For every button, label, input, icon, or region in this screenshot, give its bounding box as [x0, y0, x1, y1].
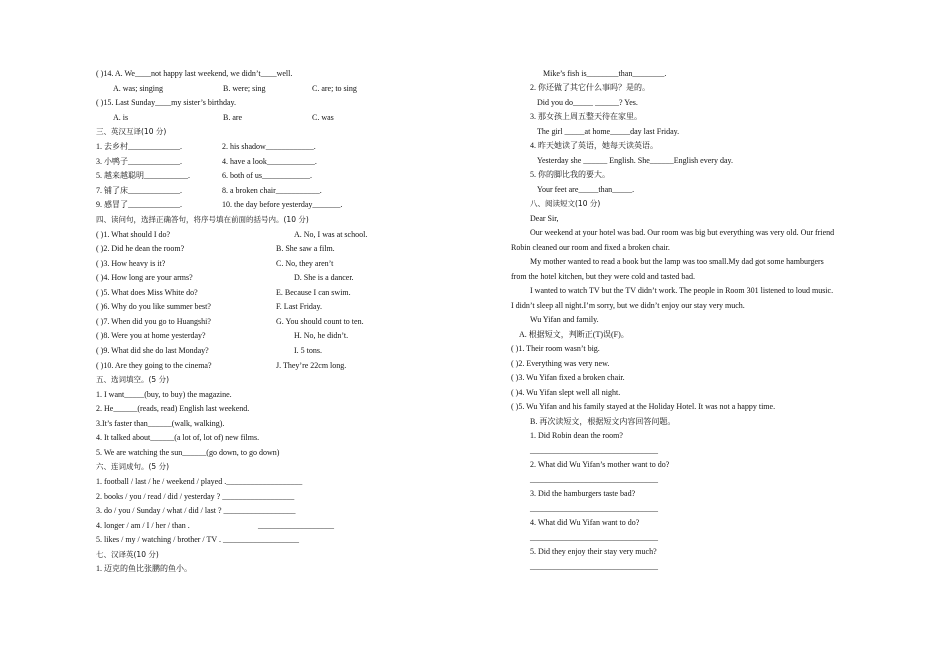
letter-paragraph: Robin cleaned our room and fixed a broken chair. [511, 243, 670, 252]
question-14-option-a: A. was; singing [113, 84, 163, 93]
question-14-option-c: C. are; to sing [312, 84, 357, 93]
section-5-title: 五、选词填空。(5 分) [96, 375, 170, 384]
part-a-title: A. 根据短文，判断正(T)误(F)。 [519, 330, 629, 339]
translation-item: 5. 越来越聪明___________. [96, 171, 190, 180]
section-8-title: 八、阅读短文(10 分) [530, 199, 601, 208]
true-false-item: ( )3. Wu Yifan fixed a broken chair. [511, 373, 625, 382]
reading-question: 2. What did Wu Yifan’s mother want to do? [530, 460, 670, 469]
match-question: ( )4. How long are your arms? [96, 273, 193, 282]
translate-item: 2. 你还做了其它什么事吗？是的。 [530, 83, 650, 92]
translate-item: 3. 那女孩上周五整天待在家里。 [530, 112, 642, 121]
match-answer: A. No, I was at school. [294, 230, 368, 239]
letter-paragraph: Our weekend at your hotel was bad. Our room was big but everything was very old. Our friend [530, 228, 835, 237]
fill-item: 1. I want_____(buy, to buy) the magazine. [96, 390, 232, 399]
true-false-item: ( )1. Their room wasn’t big. [511, 344, 600, 353]
match-question: ( )8. Were you at home yesterday? [96, 331, 206, 340]
reading-question: 5. Did they enjoy their stay very much? [530, 547, 657, 556]
translation-item: 4. have a look____________. [222, 157, 317, 166]
fill-item: 4. It talked about______(a lot of, lot of) new films. [96, 433, 260, 442]
sentence-item: 2. books / you / read / did / yesterday ? __________________ [96, 492, 295, 501]
translation-item: 10. the day before yesterday_______. [222, 200, 343, 209]
match-question: ( )1. What should I do? [96, 230, 171, 239]
match-question: ( )2. Did he dean the room? [96, 244, 185, 253]
true-false-item: ( )5. Wu Yifan and his family stayed at the Holiday Hotel. It was not a happy time. [511, 402, 776, 411]
match-question: ( )7. When did you go to Huangshi? [96, 317, 211, 326]
match-answer: H. No, he didn’t. [294, 331, 349, 340]
true-false-item: ( )4. Wu Yifan slept well all night. [511, 388, 621, 397]
section-7-title: 七、汉译英(10 分) [96, 550, 159, 559]
letter-signature: Wu Yifan and family. [530, 315, 599, 324]
question-14: ( )14. A. We____not happy last weekend, we didn’t____well. [96, 69, 293, 78]
question-15-option-a: A. is [113, 113, 129, 122]
fill-item: 2. He______(reads, read) English last weekend. [96, 404, 250, 413]
answer-line: ________________________________ [530, 504, 658, 513]
answer-line: ________________________________ [530, 533, 658, 542]
match-answer: J. They’re 22cm long. [276, 361, 347, 370]
translate-line: Mike’s fish is________than________. [543, 69, 667, 78]
letter-paragraph: I wanted to watch TV but the TV didn’t work. The people in Room 301 listened to loud music. [530, 286, 834, 295]
translate-item: 5. 你的脚比我的要大。 [530, 170, 610, 179]
answer-line: ________________________________ [530, 475, 658, 484]
translate-item: 4. 昨天她读了英语，她每天读英语。 [530, 141, 658, 150]
section-6-title: 六、连词成句。(5 分) [96, 462, 170, 471]
translate-line: Did you do_____ ______? Yes. [537, 98, 638, 107]
answer-blank: ___________________ [258, 521, 334, 530]
translate-item: 1. 迈克的鱼比张鹏的鱼小。 [96, 564, 192, 573]
section-4-title: 四、读问句，选择正确答句，将序号填在前面的括号内。(10 分) [96, 215, 309, 224]
answer-line: ________________________________ [530, 446, 658, 455]
match-question: ( )3. How heavy is it? [96, 259, 166, 268]
translation-item: 9. 感冒了_____________. [96, 200, 182, 209]
reading-question: 1. Did Robin dean the room? [530, 431, 623, 440]
fill-item: 5. We are watching the sun______(go down, to go down) [96, 448, 280, 457]
true-false-item: ( )2. Everything was very new. [511, 359, 610, 368]
translation-item: 6. both of us____________. [222, 171, 312, 180]
translation-item: 7. 铺了床_____________. [96, 186, 182, 195]
letter-paragraph: My mother wanted to read a book but the lamp was too small.My dad got some hamburgers [530, 257, 824, 266]
match-answer: I. 5 tons. [294, 346, 322, 355]
translate-line: Yesterday she ______ English. She______English every day. [537, 156, 733, 165]
letter-paragraph: I didn’t sleep all night.I’m sorry, but we didn’t enjoy our stay very much. [511, 301, 745, 310]
sentence-item: 3. do / you / Sunday / what / did / last ? __________________ [96, 506, 296, 515]
match-question: ( )6. Why do you like summer best? [96, 302, 211, 311]
match-answer: E. Because I can swim. [276, 288, 351, 297]
sentence-item: 5. likes / my / watching / brother / TV . ___________________ [96, 535, 300, 544]
match-answer: C. No, they aren’t [276, 259, 334, 268]
letter-paragraph: from the hotel kitchen, but they were cold and tasted bad. [511, 272, 695, 281]
match-question: ( )5. What does Miss White do? [96, 288, 198, 297]
translation-item: 2. his shadow____________. [222, 142, 316, 151]
translate-line: Your feet are_____than_____. [537, 185, 635, 194]
fill-item: 3.It’s faster than______(walk, walking). [96, 419, 225, 428]
translate-line: The girl _____at home_____day last Friday. [537, 127, 680, 136]
question-15-option-c: C. was [312, 113, 334, 122]
sentence-item: 4. longer / am / I / her / than . [96, 521, 190, 530]
letter-salutation: Dear Sir, [530, 214, 559, 223]
translation-item: 1. 去乡村_____________. [96, 142, 182, 151]
reading-question: 4. What did Wu Yifan want to do? [530, 518, 640, 527]
answer-line: ________________________________ [530, 562, 658, 571]
match-answer: B. She saw a film. [276, 244, 335, 253]
match-question: ( )9. What did she do last Monday? [96, 346, 209, 355]
match-question: ( )10. Are they going to the cinema? [96, 361, 212, 370]
section-3-title: 三、英汉互译(10 分) [96, 127, 167, 136]
question-14-option-b: B. were; sing [223, 84, 266, 93]
sentence-item: 1. football / last / he / weekend / played .___________________ [96, 477, 303, 486]
part-b-title: B. 再次读短文，根据短文内容回答问题。 [530, 417, 676, 426]
translation-item: 3. 小鸭子_____________. [96, 157, 182, 166]
translation-item: 8. a broken chair___________. [222, 186, 322, 195]
question-15-option-b: B. are [223, 113, 243, 122]
match-answer: D. She is a dancer. [294, 273, 354, 282]
question-15: ( )15. Last Sunday____my sister’s birthday. [96, 98, 236, 107]
match-answer: G. You should count to ten. [276, 317, 364, 326]
match-answer: F. Last Friday. [276, 302, 322, 311]
reading-question: 3. Did the hamburgers taste bad? [530, 489, 636, 498]
